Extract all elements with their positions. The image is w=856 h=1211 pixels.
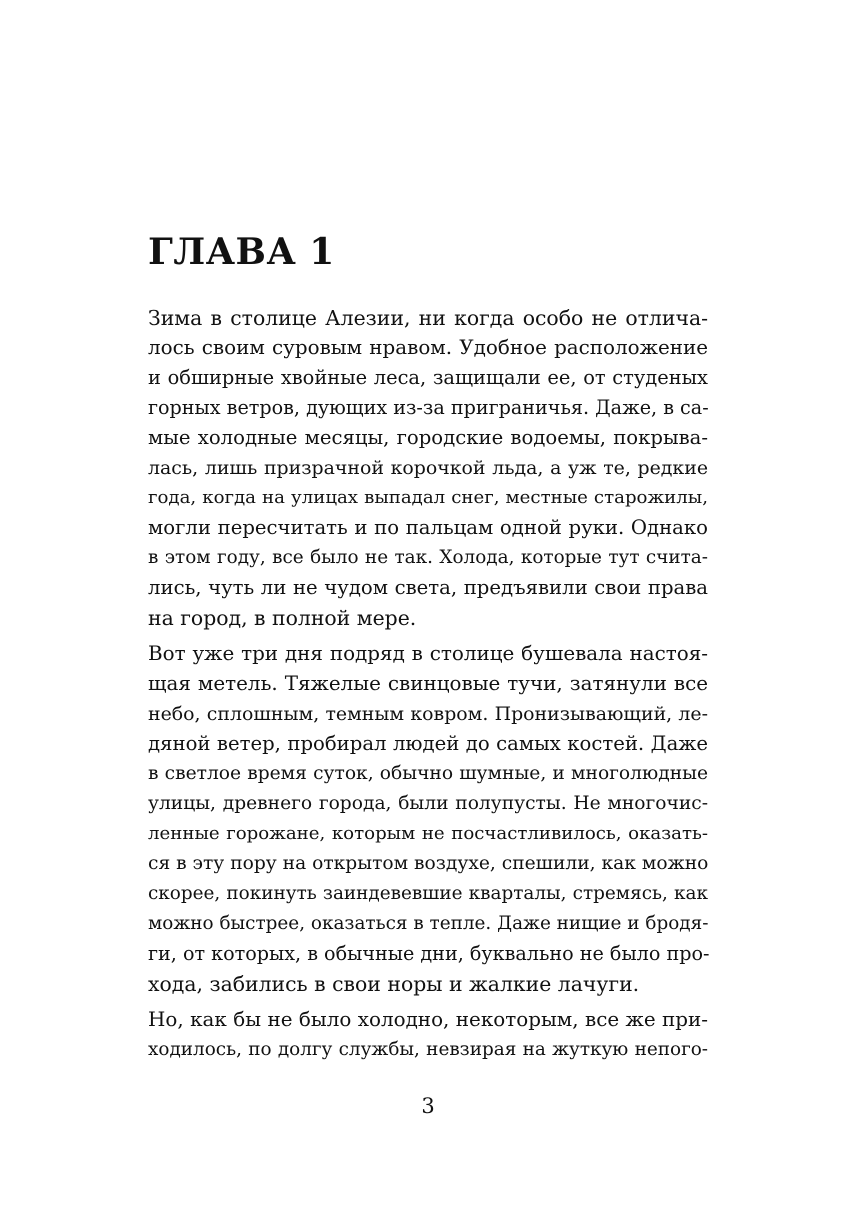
chapter-body <box>148 303 708 1065</box>
paragraph-1-line-10: лись, чуть ли не чудом света, предъявили свои права <box>148 576 708 599</box>
paragraph-2-line-1: Вот уже три дня подряд в столице бушевала настоя- <box>148 642 708 665</box>
paragraph-1-line-6: лась, лишь призрачной корочкой льда, а уж те, редкие <box>148 457 708 479</box>
paragraph-2-line-8: ся в эту пору на открытом воздухе, спешили, как можно <box>148 853 709 874</box>
paragraph-1-line-8: могли пересчитать и по пальцам одной руки. Однако <box>148 516 708 539</box>
paragraph-2-line-9: скорее, покинуть заиндевевшие кварталы, стремясь, как <box>148 883 708 904</box>
paragraph-2-line-4: дяной ветер, пробирал людей до самых костей. Даже <box>148 732 708 755</box>
paragraph-1-line-5: мые холодные месяцы, городские водоемы, покрыва- <box>148 426 708 449</box>
page-number: 3 <box>421 1094 435 1118</box>
paragraph-1-line-4: горных ветров, дующих из-за приграничья. Даже, в са- <box>148 396 709 419</box>
paragraph-2-line-6: улицы, древнего города, были полупусты. Не многочис- <box>148 793 708 814</box>
paragraph-1-line-1: Зима в столице Алезии, ни когда особо не отлича- <box>148 306 708 330</box>
paragraph-1-line-11: на город, в полной мере. <box>148 606 417 630</box>
paragraph-2-line-5: в светлое время суток, обычно шумные, и многолюдные <box>148 763 708 784</box>
paragraph-1-line-7: года, когда на улицах выпадал снег, местные старожилы, <box>148 487 708 508</box>
paragraph-1-line-3: и обширные хвойные леса, защищали ее, от студеных <box>148 366 708 389</box>
paragraph-2-line-11: ги, от которых, в обычные дни, буквально не было про- <box>148 942 710 965</box>
chapter-title: ГЛАВА 1 <box>148 231 335 273</box>
paragraph-2-line-12: хода, забились в свои норы и жалкие лачуги. <box>148 972 640 996</box>
paragraph-1-line-9: в этом году, все было не так. Холода, которые тут счита- <box>148 547 708 568</box>
paragraph-3-line-2: ходилось, по долгу службы, невзирая на жуткую непого- <box>148 1039 708 1060</box>
paragraph-2-line-3: небо, сплошным, темным ковром. Пронизывающий, ле- <box>148 703 708 725</box>
paragraph-2-line-10: можно быстрее, оказаться в тепле. Даже нищие и бродя- <box>148 913 709 934</box>
paragraph-2-line-2: щая метель. Тяжелые свинцовые тучи, затянули все <box>148 672 708 695</box>
paragraph-2-line-7: ленные горожане, которым не посчастливилось, оказать- <box>148 823 708 844</box>
paragraph-1-line-2: лось своим суровым нравом. Удобное расположение <box>148 336 708 359</box>
paragraph-3-line-1: Но, как бы не было холодно, некоторым, все же при- <box>148 1008 708 1031</box>
